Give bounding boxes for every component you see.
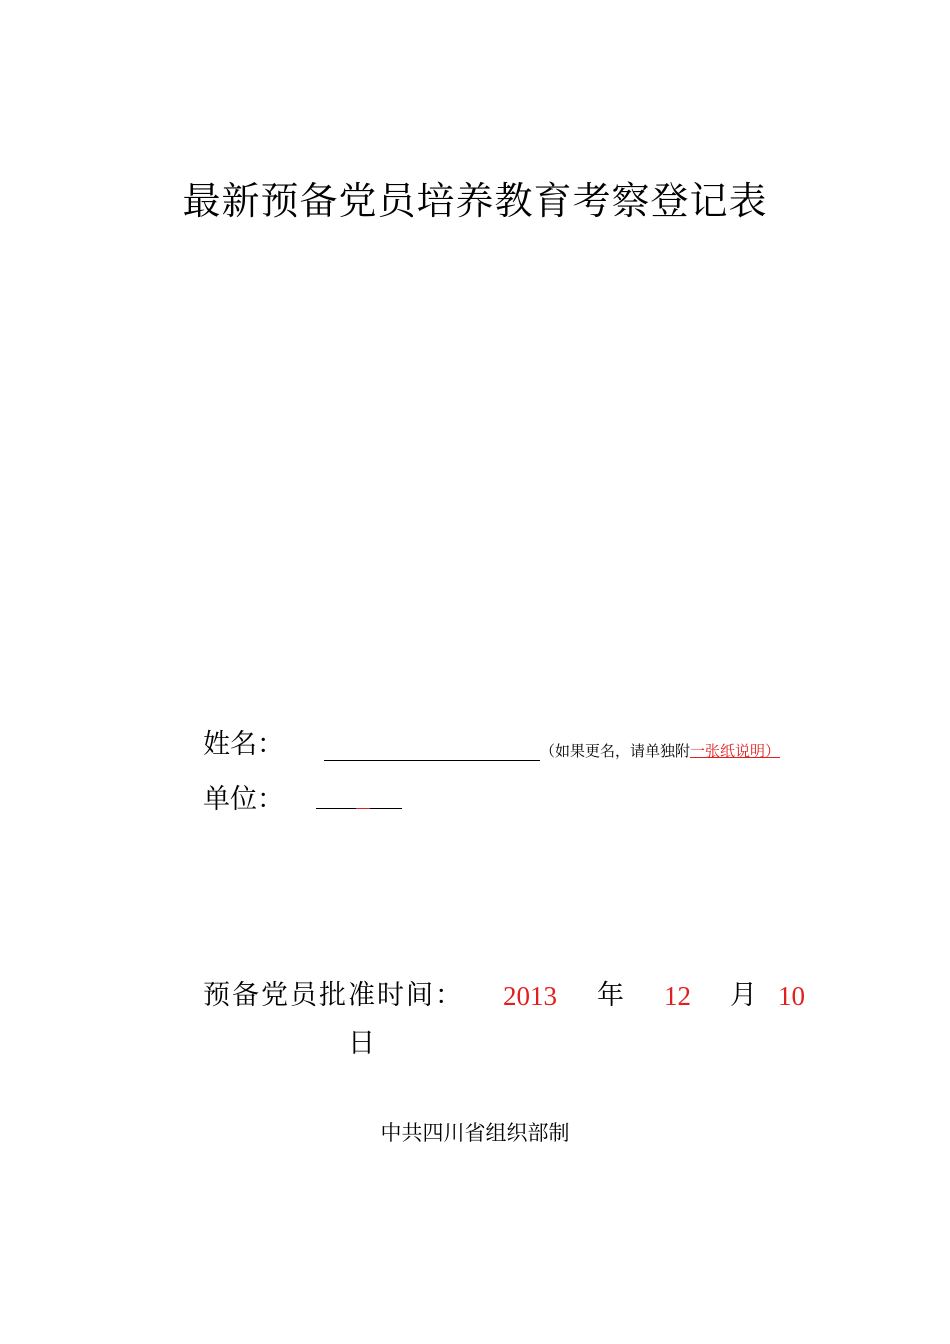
name-note-prefix: （如果更名，请单独附	[540, 742, 691, 760]
name-label: 姓名：	[203, 729, 284, 760]
unit-red-mark	[356, 808, 370, 809]
approval-year: 2013	[503, 981, 557, 1011]
issuer-footer: 中共四川省组织部制	[380, 1121, 570, 1145]
document-title: 最新预备党员培养教育考察登记表	[182, 179, 768, 223]
day-char: 日	[348, 1028, 375, 1059]
name-note-red: 一张纸说明）	[690, 742, 781, 760]
approval-day: 10	[778, 981, 805, 1011]
month-char: 月	[730, 980, 757, 1011]
name-change-note	[540, 741, 780, 761]
unit-label: 单位：	[203, 784, 284, 815]
approval-label: 预备党员批准时间：	[203, 980, 464, 1011]
approval-month: 12	[664, 981, 691, 1011]
year-char: 年	[597, 980, 624, 1011]
name-field-line[interactable]	[324, 760, 540, 761]
